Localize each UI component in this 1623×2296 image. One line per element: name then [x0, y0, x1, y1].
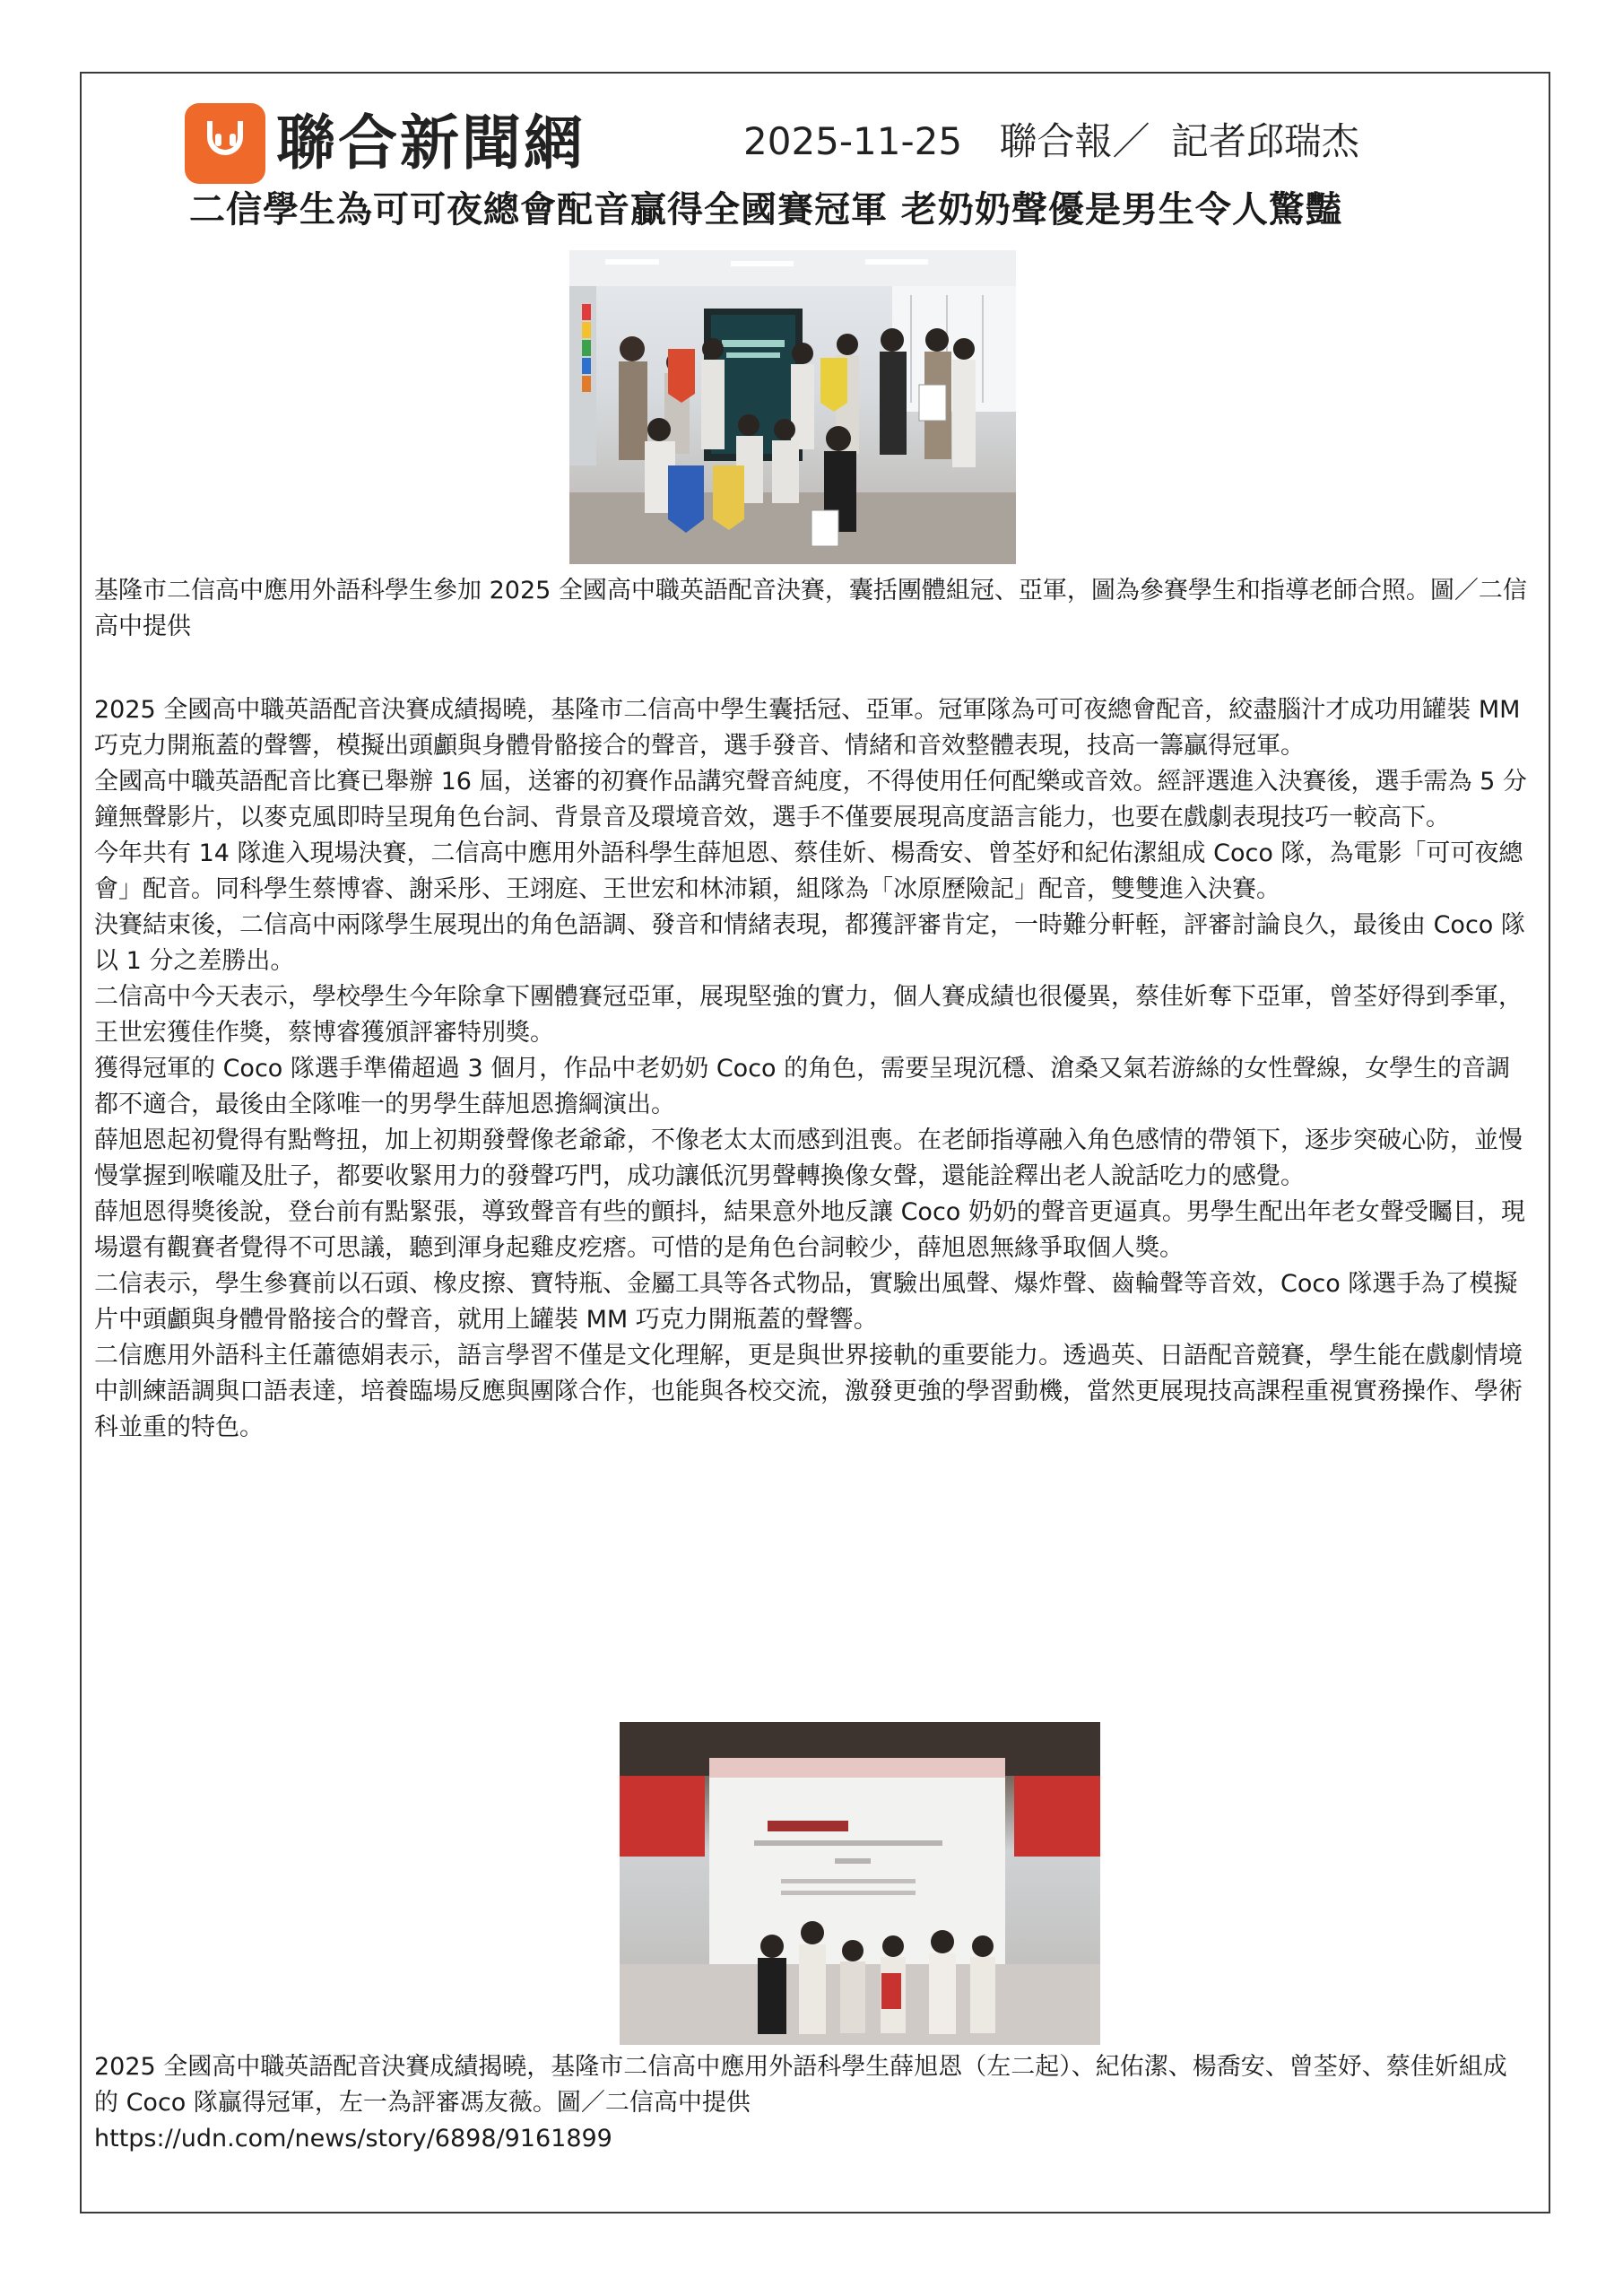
coco-team-photo	[620, 1722, 1100, 2045]
article-paragraph: 今年共有 14 隊進入現場決賽，二信高中應用外語科學生薛旭恩、蔡佳妡、楊喬安、曾荃妤和紀佑潔組成 Coco 隊，為電影「可可夜總會」配音。同科學生蔡博睿、謝采彤、王翊庭、王世宏和林沛穎，組隊為「冰原歷險記」配音，雙雙進入決賽。	[94, 839, 1523, 903]
article-body	[94, 692, 1529, 1446]
site-logo-text: 聯合新聞網	[276, 109, 586, 178]
article-paragraph: 全國高中職英語配音比賽已舉辦 16 屆，送審的初賽作品講究聲音純度，不得使用任何配樂或音效。經評選進入決賽後，選手需為 5 分鐘無聲影片，以麥克風即時呈現角色台詞、背景音及環境音效，選手不僅要展現高度語言能力，也要在戲劇表現技巧一較高下。	[94, 768, 1527, 831]
publish-date: 2025-11-25	[743, 119, 963, 163]
article-paragraph: 薛旭恩得獎後說，登台前有點緊張，導致聲音有些的顫抖，結果意外地反讓 Coco 奶奶的聲音更逼真。男學生配出年老女聲受矚目，現場還有觀賽者覺得不可思議，聽到渾身起雞皮疙瘩。可惜的是角色台詞較少，薛旭恩無緣爭取個人獎。	[94, 1198, 1525, 1262]
photo-caption-2: 2025 全國高中職英語配音決賽成績揭曉，基隆市二信高中應用外語科學生薛旭恩（左二起）、紀佑潔、楊喬安、曾荃妤、蔡佳妡組成的 Coco 隊贏得冠軍，左一為評審馮友薇。圖／二信高中提供	[94, 2053, 1507, 2117]
article-paragraph: 二信高中今天表示，學校學生今年除拿下團體賽冠亞軍，展現堅強的實力，個人賽成績也很優異，蔡佳妡奪下亞軍，曾荃妤得到季軍，王世宏獲佳作獎，蔡博睿獲頒評審特別獎。	[94, 983, 1523, 1047]
article-paragraph: 二信應用外語科主任蕭德娟表示，語言學習不僅是文化理解，更是與世界接軌的重要能力。透過英、日語配音競賽，學生能在戲劇情境中訓練語調與口語表達，培養臨場反應與團隊合作，也能與各校交流，激發更強的學習動機，當然更展現技高課程重視實務操作、學術科並重的特色。	[94, 1342, 1523, 1441]
article-frame	[80, 72, 1550, 2213]
article-paragraph: 獲得冠軍的 Coco 隊選手準備超過 3 個月，作品中老奶奶 Coco 的角色，需要呈現沉穩、滄桑又氣若游絲的女性聲線，女學生的音調都不適合，最後由全隊唯一的男學生薛旭恩擔綱演出。	[94, 1055, 1511, 1118]
article-paragraph: 薛旭恩起初覺得有點彆扭，加上初期發聲像老爺爺，不像老太太而感到沮喪。在老師指導融入角色感情的帶領下，逐步突破心防，並慢慢掌握到喉嚨及肚子，都要收緊用力的發聲巧門，成功讓低沉男聲轉換像女聲，還能詮釋出老人說話吃力的感覺。	[94, 1126, 1523, 1190]
news-source: 聯合報／	[999, 119, 1150, 163]
source-url-link[interactable]: https://udn.com/news/story/6898/9161899	[94, 2125, 612, 2152]
photo-caption-1: 基隆市二信高中應用外語科學生參加 2025 全國高中職英語配音決賽，囊括團體組冠、亞軍，圖為參賽學生和指導老師合照。圖／二信高中提供	[94, 577, 1527, 640]
udn-logo-icon	[185, 103, 265, 184]
article-paragraph: 2025 全國高中職英語配音決賽成績揭曉，基隆市二信高中學生囊括冠、亞軍。冠軍隊為可可夜總會配音，絞盡腦汁才成功用罐裝 MM 巧克力開瓶蓋的聲響，模擬出頭顱與身體骨骼接合的聲音，選手發音、情緒和音效整體表現，技高一籌贏得冠軍。	[94, 696, 1521, 760]
team-group-photo	[569, 250, 1016, 564]
article-paragraph: 決賽結束後，二信高中兩隊學生展現出的角色語調、發音和情緒表現，都獲評審肯定，一時難分軒輊，評審討論良久，最後由 Coco 隊以 1 分之差勝出。	[94, 911, 1525, 975]
reporter-name: 記者邱瑞杰	[1170, 119, 1359, 163]
article-paragraph: 二信表示，學生參賽前以石頭、橡皮擦、寶特瓶、金屬工具等各式物品，實驗出風聲、爆炸聲、齒輪聲等音效，Coco 隊選手為了模擬片中頭顱與身體骨骼接合的聲音，就用上罐裝 MM 巧克力開瓶蓋的聲響。	[94, 1270, 1518, 1334]
article-meta	[743, 113, 1384, 170]
article-headline: 二信學生為可可夜總會配音贏得全國賽冠軍 老奶奶聲優是男生令人驚豔	[189, 189, 1342, 230]
